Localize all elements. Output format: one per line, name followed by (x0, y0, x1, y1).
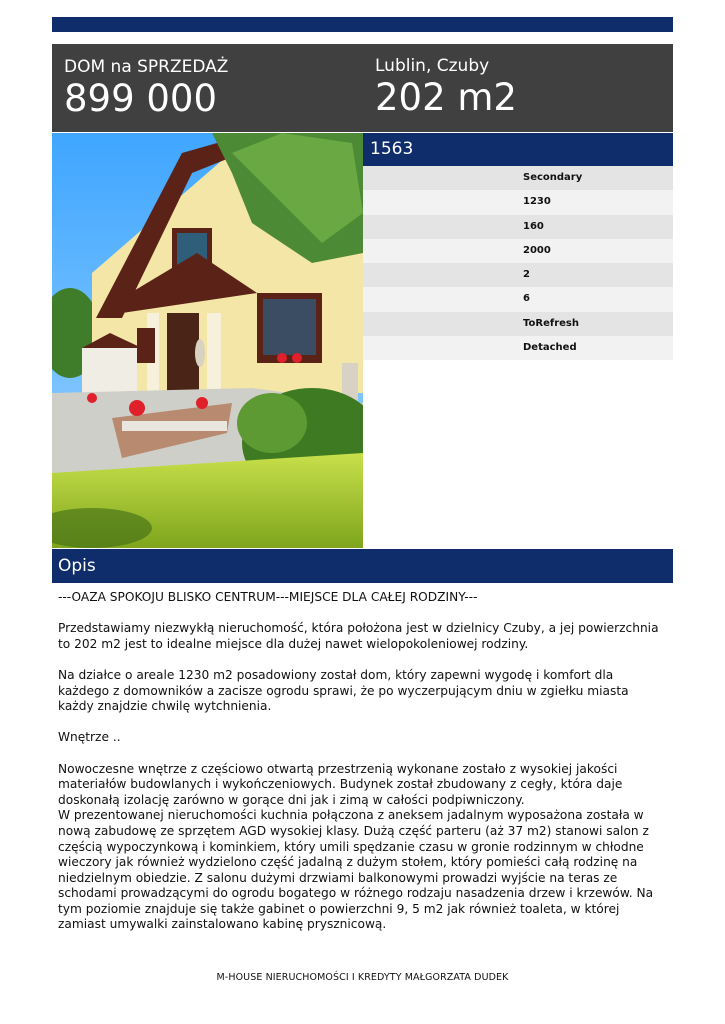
footer-agency: M-HOUSE NIERUCHOMOŚCI I KREDYTY MAŁGORZATA DUDEK (216, 972, 509, 983)
location: Lublin, Czuby (375, 56, 490, 76)
description-paragraph: Przedstawiamy niezwykłą nieruchomość, która położona jest w dzielnicy Czuby, a jej powierzchnia to 202 m2 jest to idealne miejsce dla dużej nawet wielopokoleniowej rodziny. (58, 621, 659, 651)
description-paragraph: ---OAZA SPOKOJU BLISKO CENTRUM---MIEJSCE DLA CAŁEJ RODZINY--- (58, 590, 478, 604)
listing-id: 1563 (370, 139, 414, 159)
header-right (375, 55, 517, 119)
description-paragraph: Wnętrze .. (58, 730, 121, 745)
description-paragraph: Na działce o areale 1230 m2 posadowiony został dom, który zapewni wygodę i komfort dla każdego z domowników a zacisze ogrodu sprawi, że po wyczerpującym dniu w zgiełku miasta każdy znajdzie chwilę wytchnienia. (58, 667, 629, 714)
property-photo (52, 133, 363, 548)
top-accent-bar (52, 17, 673, 32)
param-market: Secondary (363, 166, 673, 190)
area: 202 m2 (375, 76, 517, 119)
param-rooms: 6 (363, 287, 673, 311)
property-type-label: DOM na SPRZEDAŻ (64, 57, 229, 77)
param-plot-area: 1230 (363, 190, 673, 214)
param-year-built: 2000 (363, 239, 673, 263)
param-condition: ToRefresh (363, 312, 673, 336)
price: 899 000 (64, 77, 218, 120)
description-body (58, 590, 663, 949)
section-title: Opis (58, 556, 96, 576)
param-building-type: Detached (363, 336, 673, 360)
listing-header (52, 44, 673, 132)
header-left (64, 56, 228, 120)
description-paragraph: Nowoczesne wnętrze z częściowo otwartą przestrzenią wykonane zostało z wysokiej jakości materiałów budowlanych i wykończeniowych. Budynek został zbudowany z cegły, która daje doskonałą izolację zarówno w gorące dni jak i zimą w całości podpiwniczony. W prezentowanej nieruchomości kuchnia połączona z aneksem jadalnym wyposażona została w nową zabudowę ze sprzętem AGD wysokiej klasy. Dużą część parteru (aż 37 m2) stanowi salon z częścią wypoczynkową i kominkiem, który umili spędzanie czasu w gronie rodzinnym w chłodne wieczory jak również wydzielono część jadalną z dużym stołem, który pomieści całą rodzinę na niedzielnym obiedzie. Z salonu dużymi drzwiami balkonowymi prowadzi wyjście na teras ze schodami prowadzącymi do ogrodu bogatego w różnego rodzaju nasadzenia drzew i krzewów. Na tym poziomie znajduje się także gabinet o powierzchni 9, 5 m2 jak również toaleta, w której zamiast umywalki zainstalowano kabinę prysznicową. (58, 761, 654, 932)
house-photo-illustration (52, 133, 363, 548)
listing-id-bar (363, 133, 673, 166)
parameters-table (363, 166, 673, 360)
param-param-3: 160 (363, 215, 673, 239)
description-section-bar (52, 549, 673, 583)
param-floors: 2 (363, 263, 673, 287)
